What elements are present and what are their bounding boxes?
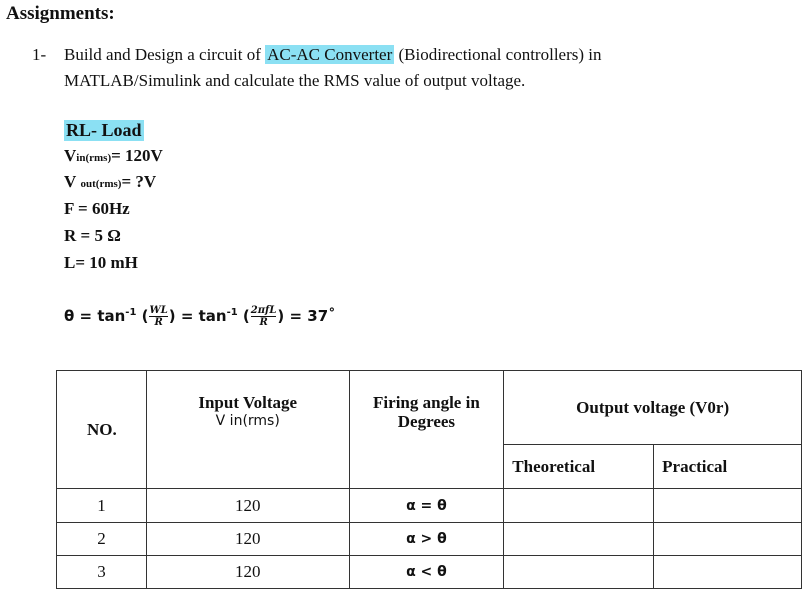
- table-header-row: [57, 371, 802, 445]
- formula-exp-2: -1: [226, 307, 238, 318]
- table-row: [57, 523, 802, 556]
- vout-value: = ?V: [121, 172, 157, 191]
- header-output-voltage: Output voltage (V0r): [504, 371, 802, 445]
- fraction-2pifl-r: [251, 305, 277, 328]
- cell-angle: α > θ: [349, 523, 504, 556]
- question-line-1: [64, 45, 602, 65]
- cell-theoretical[interactable]: [504, 556, 654, 589]
- load-title: RL- Load: [66, 120, 142, 140]
- highlighted-term: AC-AC Converter: [267, 45, 393, 64]
- cell-practical[interactable]: [654, 523, 802, 556]
- page-title: Assignments:: [6, 3, 115, 24]
- vout-label: V: [64, 172, 77, 191]
- param-vout: [64, 172, 156, 192]
- results-table: [56, 370, 802, 589]
- header-input-line1: Input Voltage: [198, 393, 298, 412]
- cell-no: 2: [57, 523, 147, 556]
- table-row: [57, 489, 802, 523]
- header-firing-angle: [349, 371, 504, 489]
- cell-input: 120: [146, 489, 349, 523]
- theta-formula: $\theta = \tan^{-1}$ ( $\frac{WL}{R}$ ) = $\tan^{-1}$ ( $\frac{\text{2πfL}}{R}$ ) = 37˚: [64, 305, 336, 328]
- frac2-denominator: R: [251, 316, 277, 328]
- param-resistance: R = 5 Ω: [64, 226, 121, 245]
- fraction-wl-r: [149, 305, 167, 328]
- cell-angle: α < θ: [349, 556, 504, 589]
- header-theoretical: Theoretical: [504, 445, 654, 489]
- formula-exp-1: -1: [125, 307, 137, 318]
- header-input-line2: V in(rms): [215, 413, 280, 429]
- question-text-after: (Biodirectional controllers) in: [398, 45, 602, 64]
- header-input-voltage: [146, 371, 349, 489]
- param-inductance: L= 10 mH: [64, 253, 138, 272]
- cell-no: 1: [57, 489, 147, 523]
- cell-input: 120: [146, 556, 349, 589]
- frac2-numerator: 2πfL: [250, 305, 277, 316]
- vout-subscript: out(rms): [80, 178, 122, 190]
- question-text-before: Build and Design a circuit of: [64, 45, 261, 64]
- vin-value: = 120V: [111, 146, 163, 165]
- cell-angle: α = θ: [349, 489, 504, 523]
- vin-subscript: in(rms): [76, 152, 112, 164]
- header-firing-line1: Firing angle in: [373, 393, 480, 412]
- param-vin: [64, 146, 163, 166]
- cell-practical[interactable]: [654, 489, 802, 523]
- question-line-2: MATLAB/Simulink and calculate the RMS value of output voltage.: [64, 71, 526, 90]
- table-row: [57, 556, 802, 589]
- cell-theoretical[interactable]: [504, 489, 654, 523]
- cell-no: 3: [57, 556, 147, 589]
- cell-practical[interactable]: [654, 556, 802, 589]
- question-number: 1-: [32, 45, 47, 64]
- header-no: NO.: [57, 371, 147, 489]
- cell-input: 120: [146, 523, 349, 556]
- param-frequency: F = 60Hz: [64, 199, 130, 218]
- formula-result: ) = 37˚: [277, 307, 336, 325]
- header-practical: Practical: [654, 445, 802, 489]
- frac1-numerator: WL: [149, 305, 168, 316]
- cell-theoretical[interactable]: [504, 523, 654, 556]
- vin-label: V: [64, 146, 77, 165]
- formula-mid: ) = tan: [168, 307, 227, 325]
- frac1-denominator: R: [149, 316, 167, 328]
- formula-prefix: θ = tan: [64, 307, 126, 325]
- header-firing-line2: Degrees: [397, 412, 456, 431]
